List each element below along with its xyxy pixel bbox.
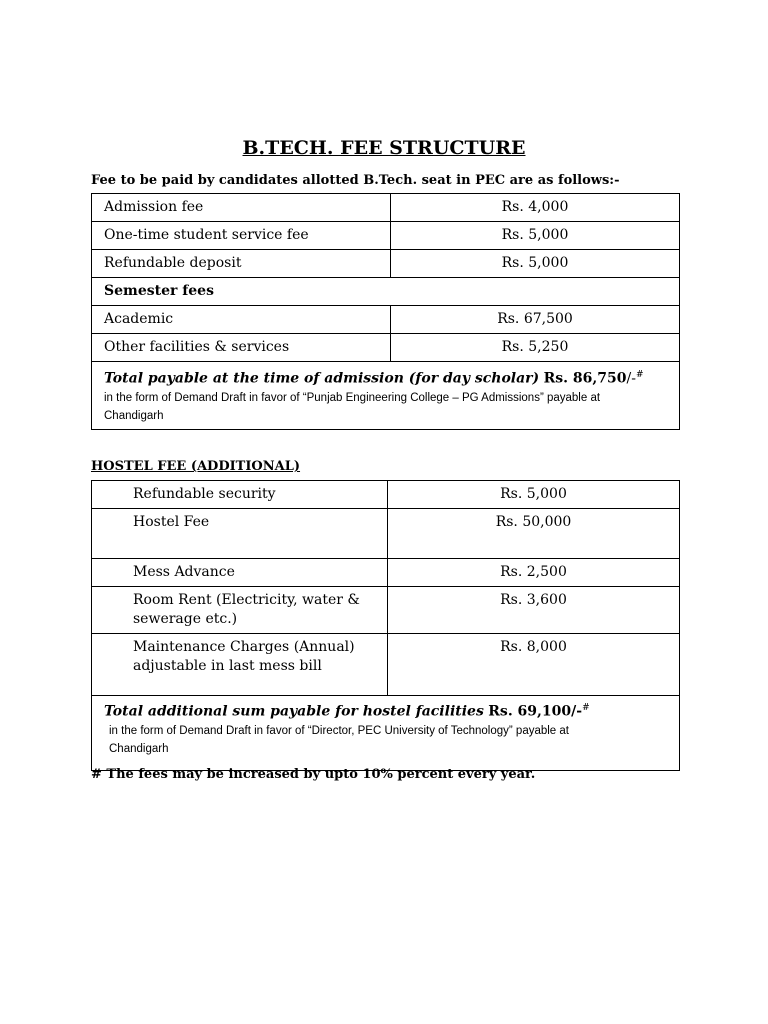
hostel-total-cell	[92, 696, 680, 771]
fee-label: One-time student service fee	[92, 222, 391, 250]
fee-label: Mess Advance	[92, 559, 388, 587]
fee-amount: Rs. 5,000	[391, 250, 680, 278]
footnote-mark: #	[635, 370, 644, 380]
table-row	[92, 587, 680, 634]
fee-amount: Rs. 5,000	[391, 222, 680, 250]
admission-total-text: Total payable at the time of admission (for day scholar)	[104, 370, 540, 387]
demand-draft-note	[104, 722, 667, 758]
fee-amount: Rs. 67,500	[391, 306, 680, 334]
fee-amount: Rs. 5,250	[391, 334, 680, 362]
fee-amount: Rs. 3,600	[388, 587, 680, 634]
admission-fee-table	[91, 193, 680, 430]
table-row	[92, 481, 680, 509]
admission-total-line	[104, 366, 667, 389]
demand-draft-line: Chandigarh	[109, 742, 169, 755]
hostel-total-amount: Rs. 69,100/-	[488, 703, 583, 720]
table-row	[92, 250, 680, 278]
total-row	[92, 696, 680, 771]
fee-label: Admission fee	[92, 194, 391, 222]
fee-label: Hostel Fee	[92, 509, 388, 559]
fee-increase-footnote: # The fees may be increased by upto 10% percent every year.	[91, 767, 536, 782]
table-row	[92, 306, 680, 334]
demand-draft-line: in the form of Demand Draft in favor of “Punjab Engineering College – PG Admissions” payable at	[104, 391, 601, 404]
admission-total-suffix: /-	[626, 370, 636, 387]
table-row	[92, 222, 680, 250]
hostel-total-line	[104, 699, 667, 722]
fee-label: Other facilities & services	[92, 334, 391, 362]
table-row	[92, 194, 680, 222]
total-row	[92, 362, 680, 430]
demand-draft-note	[104, 389, 667, 425]
fee-label: Academic	[92, 306, 391, 334]
demand-draft-line: Chandigarh	[104, 409, 164, 422]
fee-label: Refundable security	[92, 481, 388, 509]
page-title: B.TECH. FEE STRUCTURE	[242, 137, 526, 159]
table-row	[92, 334, 680, 362]
fee-amount: Rs. 8,000	[388, 634, 680, 696]
hostel-total-text: Total additional sum payable for hostel facilities	[104, 703, 484, 720]
intro-text: Fee to be paid by candidates allotted B.Tech. seat in PEC are as follows:-	[91, 173, 620, 188]
fee-label: Room Rent (Electricity, water & sewerage etc.)	[92, 587, 388, 634]
table-row	[92, 559, 680, 587]
fee-amount: Rs. 5,000	[388, 481, 680, 509]
fee-label: Maintenance Charges (Annual) adjustable in last mess bill	[92, 634, 388, 696]
fee-label: Refundable deposit	[92, 250, 391, 278]
table-row	[92, 509, 680, 559]
section-row	[92, 278, 680, 306]
hostel-fee-table	[91, 480, 680, 771]
demand-draft-line: in the form of Demand Draft in favor of “Director, PEC University of Technology” payable at	[109, 724, 569, 737]
footnote-mark: #	[582, 703, 590, 713]
admission-total-amount: Rs. 86,750	[543, 370, 627, 387]
semester-fees-heading: Semester fees	[92, 278, 680, 306]
hostel-fee-heading: HOSTEL FEE (ADDITIONAL)	[91, 459, 301, 474]
fee-amount: Rs. 50,000	[388, 509, 680, 559]
fee-amount: Rs. 2,500	[388, 559, 680, 587]
admission-total-cell	[92, 362, 680, 430]
fee-amount: Rs. 4,000	[391, 194, 680, 222]
table-row	[92, 634, 680, 696]
